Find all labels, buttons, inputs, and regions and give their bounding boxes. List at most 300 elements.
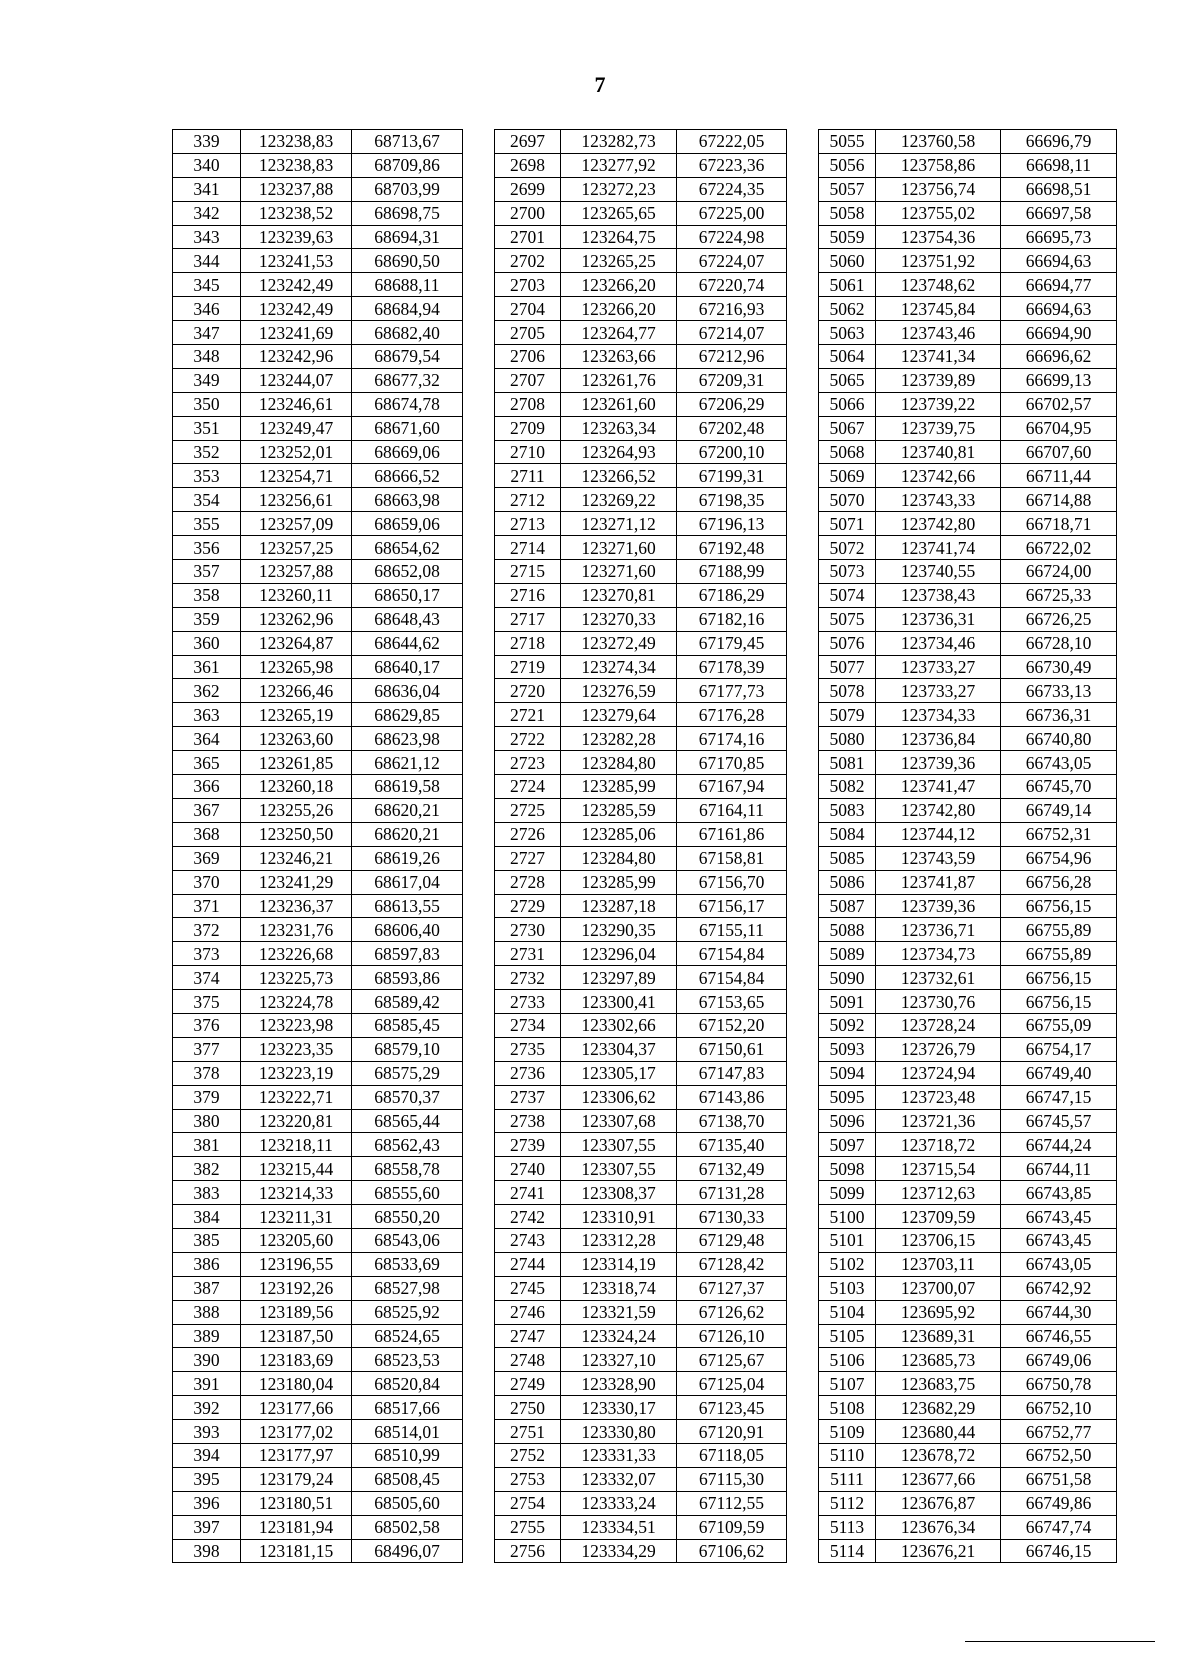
point-number-cell: 2721 — [495, 703, 561, 727]
point-number-cell: 5091 — [819, 990, 876, 1014]
y-coordinate-cell: 67224,07 — [677, 249, 787, 273]
point-number-cell: 344 — [173, 249, 241, 273]
page-number: 7 — [594, 72, 606, 97]
point-number-cell: 5060 — [819, 249, 876, 273]
x-coordinate-cell: 123270,33 — [561, 607, 677, 631]
y-coordinate-cell: 67225,00 — [677, 201, 787, 225]
x-coordinate-cell: 123180,51 — [241, 1491, 352, 1515]
x-coordinate-cell: 123751,92 — [876, 249, 1001, 273]
x-coordinate-cell: 123677,66 — [876, 1467, 1001, 1491]
x-coordinate-cell: 123254,71 — [241, 464, 352, 488]
point-number-cell: 5081 — [819, 751, 876, 775]
x-coordinate-cell: 123241,53 — [241, 249, 352, 273]
x-coordinate-cell: 123180,04 — [241, 1372, 352, 1396]
y-coordinate-cell: 67202,48 — [677, 416, 787, 440]
column-gap — [787, 153, 819, 177]
column-gap — [463, 225, 495, 249]
point-number-cell: 5111 — [819, 1467, 876, 1491]
x-coordinate-cell: 123742,80 — [876, 798, 1001, 822]
x-coordinate-cell: 123263,66 — [561, 345, 677, 369]
y-coordinate-cell: 67155,11 — [677, 918, 787, 942]
y-coordinate-cell: 67216,93 — [677, 297, 787, 321]
y-coordinate-cell: 67150,61 — [677, 1037, 787, 1061]
column-gap — [463, 679, 495, 703]
column-gap — [463, 655, 495, 679]
y-coordinate-cell: 68496,07 — [352, 1539, 463, 1563]
x-coordinate-cell: 123734,33 — [876, 703, 1001, 727]
x-coordinate-cell: 123239,63 — [241, 225, 352, 249]
point-number-cell: 5072 — [819, 536, 876, 560]
point-number-cell: 5078 — [819, 679, 876, 703]
y-coordinate-cell: 66730,49 — [1001, 655, 1117, 679]
column-gap — [787, 751, 819, 775]
x-coordinate-cell: 123755,02 — [876, 201, 1001, 225]
table-row — [173, 942, 1117, 966]
table-row — [173, 345, 1117, 369]
point-number-cell: 2724 — [495, 775, 561, 799]
point-number-cell: 5108 — [819, 1396, 876, 1420]
point-number-cell: 5104 — [819, 1300, 876, 1324]
x-coordinate-cell: 123255,26 — [241, 798, 352, 822]
table-row — [173, 201, 1117, 225]
x-coordinate-cell: 123296,04 — [561, 942, 677, 966]
table-row — [173, 1348, 1117, 1372]
point-number-cell: 2716 — [495, 583, 561, 607]
y-coordinate-cell: 68565,44 — [352, 1109, 463, 1133]
table-row — [173, 249, 1117, 273]
x-coordinate-cell: 123741,34 — [876, 345, 1001, 369]
column-gap — [787, 918, 819, 942]
point-number-cell: 2750 — [495, 1396, 561, 1420]
y-coordinate-cell: 67177,73 — [677, 679, 787, 703]
y-coordinate-cell: 66751,58 — [1001, 1467, 1117, 1491]
x-coordinate-cell: 123695,92 — [876, 1300, 1001, 1324]
point-number-cell: 5102 — [819, 1252, 876, 1276]
column-gap — [463, 1348, 495, 1372]
y-coordinate-cell: 66699,13 — [1001, 368, 1117, 392]
column-gap — [787, 655, 819, 679]
y-coordinate-cell: 67174,16 — [677, 727, 787, 751]
y-coordinate-cell: 68502,58 — [352, 1515, 463, 1539]
point-number-cell: 5094 — [819, 1061, 876, 1085]
x-coordinate-cell: 123272,49 — [561, 631, 677, 655]
y-coordinate-cell: 68690,50 — [352, 249, 463, 273]
x-coordinate-cell: 123739,36 — [876, 894, 1001, 918]
column-gap — [463, 177, 495, 201]
y-coordinate-cell: 66733,13 — [1001, 679, 1117, 703]
table-row — [173, 1515, 1117, 1539]
point-number-cell: 388 — [173, 1300, 241, 1324]
column-gap — [787, 273, 819, 297]
point-number-cell: 5067 — [819, 416, 876, 440]
y-coordinate-cell: 68505,60 — [352, 1491, 463, 1515]
point-number-cell: 5069 — [819, 464, 876, 488]
column-gap — [787, 1205, 819, 1229]
point-number-cell: 371 — [173, 894, 241, 918]
table-row — [173, 368, 1117, 392]
y-coordinate-cell: 68620,21 — [352, 798, 463, 822]
point-number-cell: 5057 — [819, 177, 876, 201]
column-gap — [787, 1037, 819, 1061]
table-row — [173, 1205, 1117, 1229]
y-coordinate-cell: 67158,81 — [677, 846, 787, 870]
column-gap — [787, 1420, 819, 1444]
x-coordinate-cell: 123706,15 — [876, 1228, 1001, 1252]
y-coordinate-cell: 68650,17 — [352, 583, 463, 607]
x-coordinate-cell: 123730,76 — [876, 990, 1001, 1014]
column-gap — [787, 990, 819, 1014]
column-gap — [787, 488, 819, 512]
table-row — [173, 1300, 1117, 1324]
point-number-cell: 2746 — [495, 1300, 561, 1324]
point-number-cell: 5096 — [819, 1109, 876, 1133]
point-number-cell: 2744 — [495, 1252, 561, 1276]
y-coordinate-cell: 67106,62 — [677, 1539, 787, 1563]
point-number-cell: 5082 — [819, 775, 876, 799]
table-row — [173, 1181, 1117, 1205]
table-row — [173, 1037, 1117, 1061]
column-gap — [787, 1061, 819, 1085]
y-coordinate-cell: 67196,13 — [677, 512, 787, 536]
point-number-cell: 2722 — [495, 727, 561, 751]
point-number-cell: 5055 — [819, 130, 876, 154]
point-number-cell: 2752 — [495, 1443, 561, 1467]
column-gap — [787, 1396, 819, 1420]
y-coordinate-cell: 68593,86 — [352, 966, 463, 990]
point-number-cell: 5092 — [819, 1013, 876, 1037]
y-coordinate-cell: 66747,15 — [1001, 1085, 1117, 1109]
column-gap — [463, 1133, 495, 1157]
column-gap — [787, 1109, 819, 1133]
point-number-cell: 380 — [173, 1109, 241, 1133]
column-gap — [463, 1372, 495, 1396]
y-coordinate-cell: 67130,33 — [677, 1205, 787, 1229]
y-coordinate-cell: 66755,89 — [1001, 918, 1117, 942]
x-coordinate-cell: 123305,17 — [561, 1061, 677, 1085]
x-coordinate-cell: 123218,11 — [241, 1133, 352, 1157]
x-coordinate-cell: 123257,09 — [241, 512, 352, 536]
y-coordinate-cell: 68619,58 — [352, 775, 463, 799]
x-coordinate-cell: 123263,60 — [241, 727, 352, 751]
point-number-cell: 383 — [173, 1181, 241, 1205]
y-coordinate-cell: 66746,55 — [1001, 1324, 1117, 1348]
y-coordinate-cell: 68694,31 — [352, 225, 463, 249]
y-coordinate-cell: 66749,86 — [1001, 1491, 1117, 1515]
x-coordinate-cell: 123724,94 — [876, 1061, 1001, 1085]
x-coordinate-cell: 123260,11 — [241, 583, 352, 607]
x-coordinate-cell: 123334,29 — [561, 1539, 677, 1563]
point-number-cell: 5077 — [819, 655, 876, 679]
x-coordinate-cell: 123285,99 — [561, 775, 677, 799]
y-coordinate-cell: 66744,30 — [1001, 1300, 1117, 1324]
x-coordinate-cell: 123236,37 — [241, 894, 352, 918]
y-coordinate-cell: 67125,04 — [677, 1372, 787, 1396]
x-coordinate-cell: 123284,80 — [561, 751, 677, 775]
point-number-cell: 396 — [173, 1491, 241, 1515]
column-gap — [463, 560, 495, 584]
point-number-cell: 350 — [173, 392, 241, 416]
column-gap — [463, 1252, 495, 1276]
point-number-cell: 364 — [173, 727, 241, 751]
column-gap — [463, 512, 495, 536]
point-number-cell: 2708 — [495, 392, 561, 416]
y-coordinate-cell: 67179,45 — [677, 631, 787, 655]
table-row — [173, 894, 1117, 918]
column-gap — [787, 583, 819, 607]
x-coordinate-cell: 123678,72 — [876, 1443, 1001, 1467]
column-gap — [463, 1061, 495, 1085]
x-coordinate-cell: 123274,34 — [561, 655, 677, 679]
y-coordinate-cell: 66750,78 — [1001, 1372, 1117, 1396]
y-coordinate-cell: 67182,16 — [677, 607, 787, 631]
point-number-cell: 361 — [173, 655, 241, 679]
point-number-cell: 5114 — [819, 1539, 876, 1563]
y-coordinate-cell: 68517,66 — [352, 1396, 463, 1420]
point-number-cell: 389 — [173, 1324, 241, 1348]
point-number-cell: 5103 — [819, 1276, 876, 1300]
column-gap — [787, 1133, 819, 1157]
column-gap — [787, 1491, 819, 1515]
x-coordinate-cell: 123734,73 — [876, 942, 1001, 966]
y-coordinate-cell: 68562,43 — [352, 1133, 463, 1157]
y-coordinate-cell: 66694,77 — [1001, 273, 1117, 297]
column-gap — [463, 1420, 495, 1444]
point-number-cell: 5065 — [819, 368, 876, 392]
table-row — [173, 1252, 1117, 1276]
point-number-cell: 368 — [173, 822, 241, 846]
column-gap — [787, 1515, 819, 1539]
point-number-cell: 2736 — [495, 1061, 561, 1085]
x-coordinate-cell: 123266,20 — [561, 297, 677, 321]
y-coordinate-cell: 68703,99 — [352, 177, 463, 201]
y-coordinate-cell: 67156,17 — [677, 894, 787, 918]
y-coordinate-cell: 68524,65 — [352, 1324, 463, 1348]
y-coordinate-cell: 67132,49 — [677, 1157, 787, 1181]
y-coordinate-cell: 66743,45 — [1001, 1228, 1117, 1252]
column-gap — [787, 846, 819, 870]
column-gap — [787, 631, 819, 655]
point-number-cell: 2753 — [495, 1467, 561, 1491]
x-coordinate-cell: 123266,52 — [561, 464, 677, 488]
y-coordinate-cell: 68613,55 — [352, 894, 463, 918]
point-number-cell: 2756 — [495, 1539, 561, 1563]
y-coordinate-cell: 67120,91 — [677, 1420, 787, 1444]
table-row — [173, 1467, 1117, 1491]
column-gap — [463, 1467, 495, 1491]
point-number-cell: 5106 — [819, 1348, 876, 1372]
point-number-cell: 374 — [173, 966, 241, 990]
point-number-cell: 5097 — [819, 1133, 876, 1157]
y-coordinate-cell: 66714,88 — [1001, 488, 1117, 512]
table-row — [173, 1109, 1117, 1133]
point-number-cell: 342 — [173, 201, 241, 225]
footer-rule — [965, 1641, 1155, 1642]
y-coordinate-cell: 67220,74 — [677, 273, 787, 297]
x-coordinate-cell: 123238,83 — [241, 130, 352, 154]
y-coordinate-cell: 68510,99 — [352, 1443, 463, 1467]
x-coordinate-cell: 123256,61 — [241, 488, 352, 512]
x-coordinate-cell: 123741,87 — [876, 870, 1001, 894]
y-coordinate-cell: 67154,84 — [677, 966, 787, 990]
x-coordinate-cell: 123734,46 — [876, 631, 1001, 655]
point-number-cell: 2701 — [495, 225, 561, 249]
x-coordinate-cell: 123226,68 — [241, 942, 352, 966]
column-gap — [463, 1205, 495, 1229]
x-coordinate-cell: 123331,33 — [561, 1443, 677, 1467]
y-coordinate-cell: 66749,40 — [1001, 1061, 1117, 1085]
point-number-cell: 370 — [173, 870, 241, 894]
y-coordinate-cell: 66718,71 — [1001, 512, 1117, 536]
x-coordinate-cell: 123237,88 — [241, 177, 352, 201]
point-number-cell: 2704 — [495, 297, 561, 321]
x-coordinate-cell: 123249,47 — [241, 416, 352, 440]
point-number-cell: 5101 — [819, 1228, 876, 1252]
x-coordinate-cell: 123266,20 — [561, 273, 677, 297]
column-gap — [463, 1276, 495, 1300]
y-coordinate-cell: 67224,98 — [677, 225, 787, 249]
point-number-cell: 355 — [173, 512, 241, 536]
x-coordinate-cell: 123214,33 — [241, 1181, 352, 1205]
column-gap — [787, 1276, 819, 1300]
y-coordinate-cell: 68621,12 — [352, 751, 463, 775]
column-gap — [463, 607, 495, 631]
x-coordinate-cell: 123740,55 — [876, 560, 1001, 584]
x-coordinate-cell: 123220,81 — [241, 1109, 352, 1133]
x-coordinate-cell: 123183,69 — [241, 1348, 352, 1372]
y-coordinate-cell: 67170,85 — [677, 751, 787, 775]
y-coordinate-cell: 66744,24 — [1001, 1133, 1117, 1157]
column-gap — [787, 201, 819, 225]
x-coordinate-cell: 123744,12 — [876, 822, 1001, 846]
x-coordinate-cell: 123285,06 — [561, 822, 677, 846]
x-coordinate-cell: 123276,59 — [561, 679, 677, 703]
y-coordinate-cell: 66749,14 — [1001, 798, 1117, 822]
column-gap — [463, 440, 495, 464]
point-number-cell: 2747 — [495, 1324, 561, 1348]
y-coordinate-cell: 67214,07 — [677, 321, 787, 345]
point-number-cell: 385 — [173, 1228, 241, 1252]
point-number-cell: 2723 — [495, 751, 561, 775]
y-coordinate-cell: 66696,79 — [1001, 130, 1117, 154]
point-number-cell: 2729 — [495, 894, 561, 918]
column-gap — [787, 1228, 819, 1252]
column-gap — [463, 464, 495, 488]
point-number-cell: 5109 — [819, 1420, 876, 1444]
y-coordinate-cell: 67123,45 — [677, 1396, 787, 1420]
y-coordinate-cell: 68713,67 — [352, 130, 463, 154]
x-coordinate-cell: 123271,60 — [561, 536, 677, 560]
x-coordinate-cell: 123279,64 — [561, 703, 677, 727]
x-coordinate-cell: 123703,11 — [876, 1252, 1001, 1276]
x-coordinate-cell: 123754,36 — [876, 225, 1001, 249]
x-coordinate-cell: 123741,47 — [876, 775, 1001, 799]
table-row — [173, 1085, 1117, 1109]
column-gap — [463, 488, 495, 512]
point-number-cell: 2715 — [495, 560, 561, 584]
x-coordinate-cell: 123187,50 — [241, 1324, 352, 1348]
y-coordinate-cell: 68525,92 — [352, 1300, 463, 1324]
column-gap — [463, 1324, 495, 1348]
x-coordinate-cell: 123332,07 — [561, 1467, 677, 1491]
point-number-cell: 343 — [173, 225, 241, 249]
column-gap — [787, 345, 819, 369]
x-coordinate-cell: 123242,49 — [241, 297, 352, 321]
x-coordinate-cell: 123709,59 — [876, 1205, 1001, 1229]
point-number-cell: 353 — [173, 464, 241, 488]
y-coordinate-cell: 68629,85 — [352, 703, 463, 727]
x-coordinate-cell: 123265,25 — [561, 249, 677, 273]
y-coordinate-cell: 67115,30 — [677, 1467, 787, 1491]
y-coordinate-cell: 68533,69 — [352, 1252, 463, 1276]
point-number-cell: 2734 — [495, 1013, 561, 1037]
point-number-cell: 5066 — [819, 392, 876, 416]
y-coordinate-cell: 66752,10 — [1001, 1396, 1117, 1420]
column-gap — [463, 1539, 495, 1563]
point-number-cell: 2738 — [495, 1109, 561, 1133]
point-number-cell: 357 — [173, 560, 241, 584]
point-number-cell: 2731 — [495, 942, 561, 966]
column-gap — [463, 273, 495, 297]
point-number-cell: 5100 — [819, 1205, 876, 1229]
column-gap — [463, 775, 495, 799]
x-coordinate-cell: 123334,51 — [561, 1515, 677, 1539]
point-number-cell: 352 — [173, 440, 241, 464]
column-gap — [787, 1085, 819, 1109]
point-number-cell: 392 — [173, 1396, 241, 1420]
point-number-cell: 5090 — [819, 966, 876, 990]
point-number-cell: 358 — [173, 583, 241, 607]
y-coordinate-cell: 67178,39 — [677, 655, 787, 679]
x-coordinate-cell: 123739,89 — [876, 368, 1001, 392]
y-coordinate-cell: 66725,33 — [1001, 583, 1117, 607]
x-coordinate-cell: 123306,62 — [561, 1085, 677, 1109]
table-row — [173, 273, 1117, 297]
y-coordinate-cell: 67153,65 — [677, 990, 787, 1014]
x-coordinate-cell: 123321,59 — [561, 1300, 677, 1324]
y-coordinate-cell: 67131,28 — [677, 1181, 787, 1205]
y-coordinate-cell: 66722,02 — [1001, 536, 1117, 560]
y-coordinate-cell: 68682,40 — [352, 321, 463, 345]
x-coordinate-cell: 123676,21 — [876, 1539, 1001, 1563]
point-number-cell: 379 — [173, 1085, 241, 1109]
y-coordinate-cell: 67222,05 — [677, 130, 787, 154]
point-number-cell: 2735 — [495, 1037, 561, 1061]
x-coordinate-cell: 123307,55 — [561, 1157, 677, 1181]
y-coordinate-cell: 67112,55 — [677, 1491, 787, 1515]
x-coordinate-cell: 123189,56 — [241, 1300, 352, 1324]
point-number-cell: 5099 — [819, 1181, 876, 1205]
x-coordinate-cell: 123241,29 — [241, 870, 352, 894]
x-coordinate-cell: 123285,99 — [561, 870, 677, 894]
x-coordinate-cell: 123733,27 — [876, 679, 1001, 703]
point-number-cell: 367 — [173, 798, 241, 822]
x-coordinate-cell: 123307,55 — [561, 1133, 677, 1157]
point-number-cell: 5105 — [819, 1324, 876, 1348]
y-coordinate-cell: 68520,84 — [352, 1372, 463, 1396]
table-row — [173, 177, 1117, 201]
y-coordinate-cell: 67176,28 — [677, 703, 787, 727]
column-gap — [787, 1443, 819, 1467]
x-coordinate-cell: 123257,25 — [241, 536, 352, 560]
x-coordinate-cell: 123192,26 — [241, 1276, 352, 1300]
column-gap — [787, 1013, 819, 1037]
point-number-cell: 378 — [173, 1061, 241, 1085]
x-coordinate-cell: 123242,96 — [241, 345, 352, 369]
y-coordinate-cell: 66743,05 — [1001, 1252, 1117, 1276]
y-coordinate-cell: 67127,37 — [677, 1276, 787, 1300]
y-coordinate-cell: 66756,28 — [1001, 870, 1117, 894]
point-number-cell: 2702 — [495, 249, 561, 273]
